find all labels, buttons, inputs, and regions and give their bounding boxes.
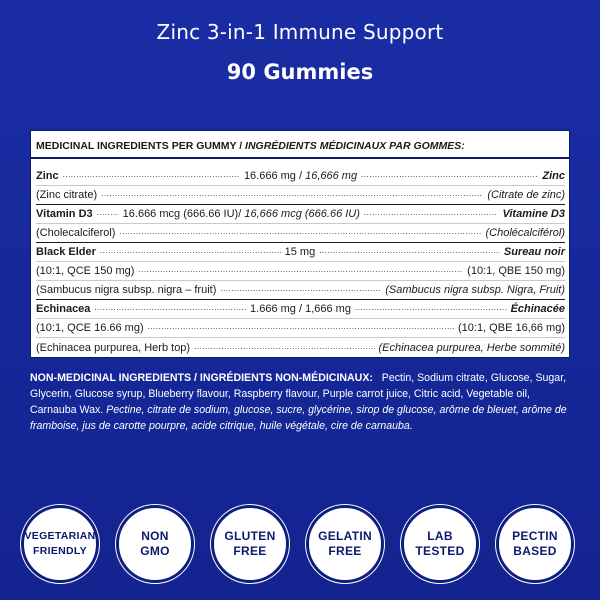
- ingredient-source-row: [36, 224, 565, 243]
- non-medicinal-ingredients: [30, 370, 578, 434]
- badge-line: TESTED: [415, 544, 465, 558]
- badge-line: BASED: [513, 544, 557, 558]
- medicinal-ingredients-panel: [30, 130, 570, 358]
- badge-line: GLUTEN: [224, 529, 276, 543]
- badge-line: FRIENDLY: [33, 545, 87, 557]
- ingredient-source-row: [36, 338, 565, 357]
- badge-line: FREE: [328, 544, 362, 558]
- ingredient-source: (Cholecalciferol): [36, 227, 116, 239]
- ingredient-amount: 16.666 mcg (666.66 IU)/ 16,666 mcg (666.66 IU): [122, 208, 360, 220]
- ingredient-name: Black Elder: [36, 246, 96, 258]
- panel-heading-en: MEDICINAL INGREDIENTS PER GUMMY /: [36, 140, 246, 152]
- ingredient-source-fr: (Sambucus nigra subsp. Nigra, Fruit): [385, 284, 565, 296]
- ingredient-amount: 16.666 mg / 16,666 mg: [243, 170, 358, 182]
- badge-gelatin-free: [306, 505, 384, 583]
- badge-line: FREE: [233, 544, 267, 558]
- non-medicinal-heading: NON-MEDICINAL INGREDIENTS / INGRÉDIENTS NON-MÉDICINAUX:: [30, 372, 373, 384]
- ingredient-row-black-elder: [36, 243, 565, 262]
- ingredient-source-fr: (Echinacea purpurea, Herbe sommité): [378, 341, 565, 354]
- ingredient-source-row: [36, 262, 565, 281]
- badge-line: PECTIN: [512, 529, 558, 543]
- badge-line: VEGETARIAN: [24, 530, 96, 542]
- ingredient-source-fr: (Cholécalciférol): [485, 227, 565, 239]
- badge-gluten-free: [211, 505, 289, 583]
- badge-pectin-based: [496, 505, 574, 583]
- ingredient-name-fr: Vitamine D3: [502, 208, 565, 220]
- ingredient-source: (Zinc citrate): [36, 189, 98, 201]
- badge-line: NON: [141, 529, 169, 543]
- ingredient-source: (10:1, QCE 150 mg): [36, 265, 135, 277]
- badge-line: LAB: [427, 529, 453, 543]
- ingredient-source: (Echinacea purpurea, Herb top): [36, 341, 191, 354]
- ingredient-amount: 15 mg: [284, 246, 316, 258]
- feature-badges: [0, 505, 600, 595]
- badge-lab-tested: [401, 505, 479, 583]
- ingredient-name: Echinacea: [36, 303, 91, 315]
- ingredient-source: (Sambucus nigra subsp. nigra – fruit): [36, 284, 217, 296]
- ingredient-source-row: [36, 281, 565, 300]
- product-count: 90 Gummies: [226, 60, 374, 84]
- ingredient-name-fr: Échinacée: [510, 303, 565, 315]
- ingredient-source-fr: (Citrate de zinc): [487, 189, 565, 201]
- ingredient-row-vitamin-d3: [36, 205, 565, 224]
- ingredient-source-row: [36, 186, 565, 205]
- ingredient-source-row: [36, 319, 565, 338]
- ingredient-name: Vitamin D3: [36, 208, 93, 220]
- ingredient-source-fr: (10:1, QBE 150 mg): [467, 265, 565, 277]
- ingredient-name-fr: Sureau noir: [503, 246, 565, 258]
- ingredient-source-fr: (10:1, QBE 16,66 mg): [458, 322, 565, 334]
- ingredient-row-zinc: [36, 167, 565, 186]
- panel-heading: [31, 131, 569, 159]
- panel-heading-fr: INGRÉDIENTS MÉDICINAUX PAR GOMMES:: [245, 140, 465, 152]
- ingredient-amount: 1.666 mg / 1,666 mg: [250, 303, 351, 315]
- non-medicinal-text-fr: Pectine, citrate de sodium, glucose, sucre, glycérine, sirop de glucose, arôme de bleuet, arôme de framboise, jus de carotte pourpre, acide citrique, huile végétale, cire de carnauba.: [30, 404, 567, 432]
- badge-non-gmo: [116, 505, 194, 583]
- ingredient-source: (10:1, QCE 16.66 mg): [36, 322, 144, 334]
- badge-line: GMO: [140, 544, 170, 558]
- product-title: Zinc 3-in-1 Immune Support: [156, 20, 444, 44]
- ingredient-name: Zinc: [36, 170, 59, 182]
- badge-vegetarian-friendly: [21, 505, 99, 583]
- badge-line: GELATIN: [318, 529, 372, 543]
- non-medicinal-text-en: Pectin, Sodium citrate, Glucose, Sugar, Glycerin, Glucose syrup, Blueberry flavour, Raspberry flavour, Purple carrot juice, Citric acid, Vegetable oil, Carnauba Wax.: [30, 372, 567, 416]
- ingredient-name-fr: Zinc: [542, 170, 566, 182]
- ingredient-row-echinacea: [36, 300, 565, 319]
